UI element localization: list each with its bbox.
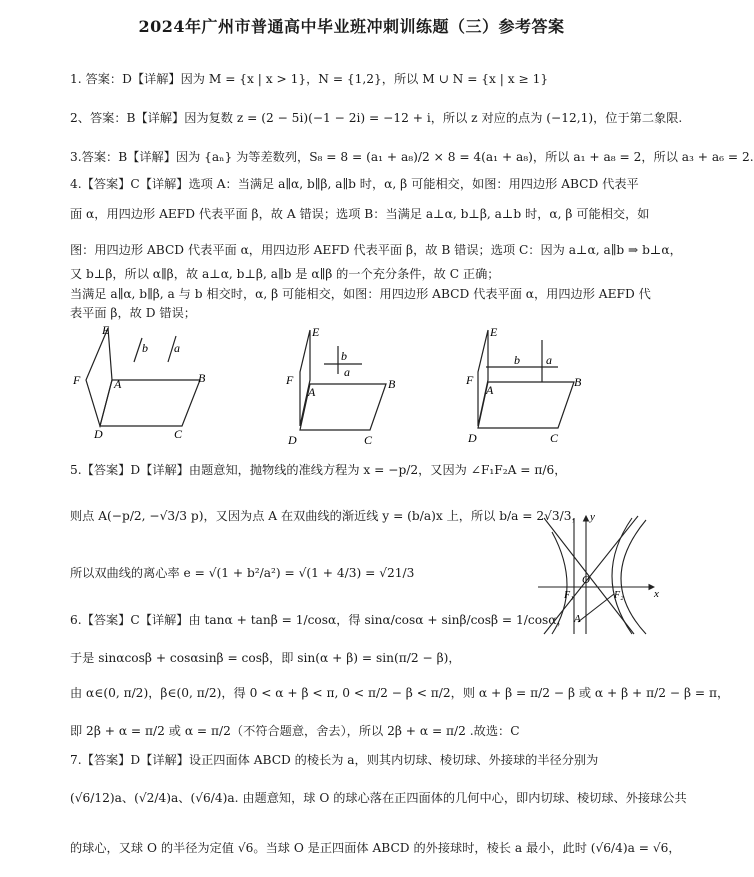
answer-6-line-2: 于是 sinαcosβ + cosαsinβ = cosβ，即 sin(α + β) = sin(π/2 − β)，	[70, 651, 461, 665]
fig1-label-d: D	[94, 427, 103, 441]
answer-4-line-5: 当满足 a∥α, b∥β, a 与 b 相交时，α, β 可能相交，如图：用四边形 ABCD 代表平面 α，用四边形 AEFD 代	[70, 287, 651, 301]
page-title: 2024年广州市普通高中毕业班冲刺训练题（三）参考答案	[138, 17, 565, 36]
answer-5-line-3: 所以双曲线的离心率 e = √(1 + b²/a²) = √(1 + 4/3) = √21/3	[70, 566, 415, 580]
fig1-label-a: A	[114, 377, 122, 391]
fig2-label-a-line: a	[344, 365, 350, 379]
fig2-label-a: A	[308, 385, 316, 399]
fig3-label-f: F	[466, 373, 474, 387]
answer-7-line-3: 的球心，又球 O 的半径为定值 √6。当球 O 是正四面体 ABCD 的外接球时，棱长 a 最小，此时 (√6/4)a = √6，	[70, 841, 681, 855]
answer-5-line-2: 则点 A(−p/2, −√3/3 p)，又因为点 A 在双曲线的渐近线 y = (b/a)x 上，所以 b/a = 2√3/3，	[70, 509, 584, 523]
fig2-label-d: D	[288, 433, 297, 447]
fig2-label-b: B	[388, 377, 396, 391]
fig1-label-a-line: a	[174, 341, 180, 355]
fig1-label-e: E	[102, 323, 110, 337]
fig3-label-a-line: a	[546, 353, 552, 367]
answer-4-line-1: 4.【答案】C【详解】选项 A：当满足 a∥α, b∥β, a∥b 时，α, β 可能相交，如图：用四边形 ABCD 代表平	[70, 177, 639, 191]
figure-option-d	[462, 322, 592, 447]
fig2-label-f: F	[286, 373, 294, 387]
hyperbola-label-x: x	[654, 588, 659, 600]
fig1-label-c: C	[174, 427, 183, 441]
answer-6-line-1: 6.【答案】C【详解】由 tanα + tanβ = 1/cosα，得 sinα/cosα + sinβ/cosβ = 1/cosα，	[70, 613, 569, 627]
answer-4-line-4: 又 b⊥β，所以 α∥β，故 a⊥α, b⊥β, a∥b 是 α∥β 的一个充分条件，故 C 正确；	[70, 267, 500, 281]
hyperbola-label-f2: F₂	[614, 590, 624, 601]
answer-6-line-3: 由 α∈(0, π/2)，β∈(0, π/2)，得 0 < α + β < π, 0 < π/2 − β < π/2，则 α + β = π/2 − β 或 α + β + π/2 − β = π，	[70, 686, 730, 700]
fig3-label-d: D	[468, 431, 477, 445]
answer-4-line-3: 图：用四边形 ABCD 代表平面 α，用四边形 AEFD 代表平面 β，故 B 错误；选项 C：因为 a⊥α, a∥b ⇒ b⊥α，	[70, 243, 682, 257]
fig3-label-c: C	[550, 431, 559, 445]
answer-4-line-2: 面 α，用四边形 AEFD 代表平面 β，故 A 错误；选项 B：当满足 a⊥α, b⊥β, a⊥b 时，α, β 可能相交，如	[70, 207, 650, 221]
figure-option-b	[280, 322, 410, 447]
answer-6-line-4: 即 2β + α = π/2 或 α = π/2（不符合题意，舍去），所以 2β + α = π/2 .故选：C	[70, 724, 520, 738]
fig1-label-b: B	[198, 371, 206, 385]
fig3-label-b-line: b	[514, 353, 520, 367]
fig2-label-e: E	[312, 325, 320, 339]
fig2-label-c: C	[364, 433, 373, 447]
fig3-label-e: E	[490, 325, 498, 339]
hyperbola-label-a: A	[574, 613, 581, 625]
figure-option-a	[70, 322, 220, 447]
fig2-label-b-line: b	[341, 349, 347, 363]
fig1-label-f: F	[73, 373, 81, 387]
answer-4-line-6: 表平面 β，故 D 错误；	[70, 306, 196, 320]
answer-1: 1. 答案：D【详解】因为 M = {x | x > 1}，N = {1,2}，所以 M ∪ N = {x | x ≥ 1}	[70, 72, 549, 86]
hyperbola-label-f1: F₁	[564, 590, 574, 601]
hyperbola-label-y: y	[590, 511, 595, 523]
answer-5-line-1: 5.【答案】D【详解】由题意知，抛物线的准线方程为 x = −p/2，又因为 ∠F₁F₂A = π/6，	[70, 463, 567, 477]
answer-2: 2、答案：B【详解】因为复数 z = (2 − 5i)(−1 − 2i) = −12 + i，所以 z 对应的点为 (−12,1)，位于第二象限.	[70, 111, 683, 125]
fig1-label-b-line: b	[142, 341, 148, 355]
fig3-label-a: A	[486, 383, 494, 397]
fig3-label-b: B	[574, 375, 582, 389]
answer-7-line-1: 7.【答案】D【详解】设正四面体 ABCD 的棱长为 a，则其内切球、棱切球、外接球的半径分别为	[70, 753, 599, 767]
answer-3: 3.答案：B【详解】因为 {aₙ} 为等差数列，S₈ = 8 = (a₁ + a₈)/2 × 8 = 4(a₁ + a₈)，所以 a₁ + a₈ = 2，所以 a₃ + a₆ = 2.	[70, 150, 754, 164]
answer-7-line-2: (√6/12)a、(√2/4)a、(√6/4)a. 由题意知，球 O 的球心落在正四面体的几何中心，即内切球、棱切球、外接球公共	[70, 791, 687, 805]
hyperbola-label-o: O	[582, 574, 590, 586]
